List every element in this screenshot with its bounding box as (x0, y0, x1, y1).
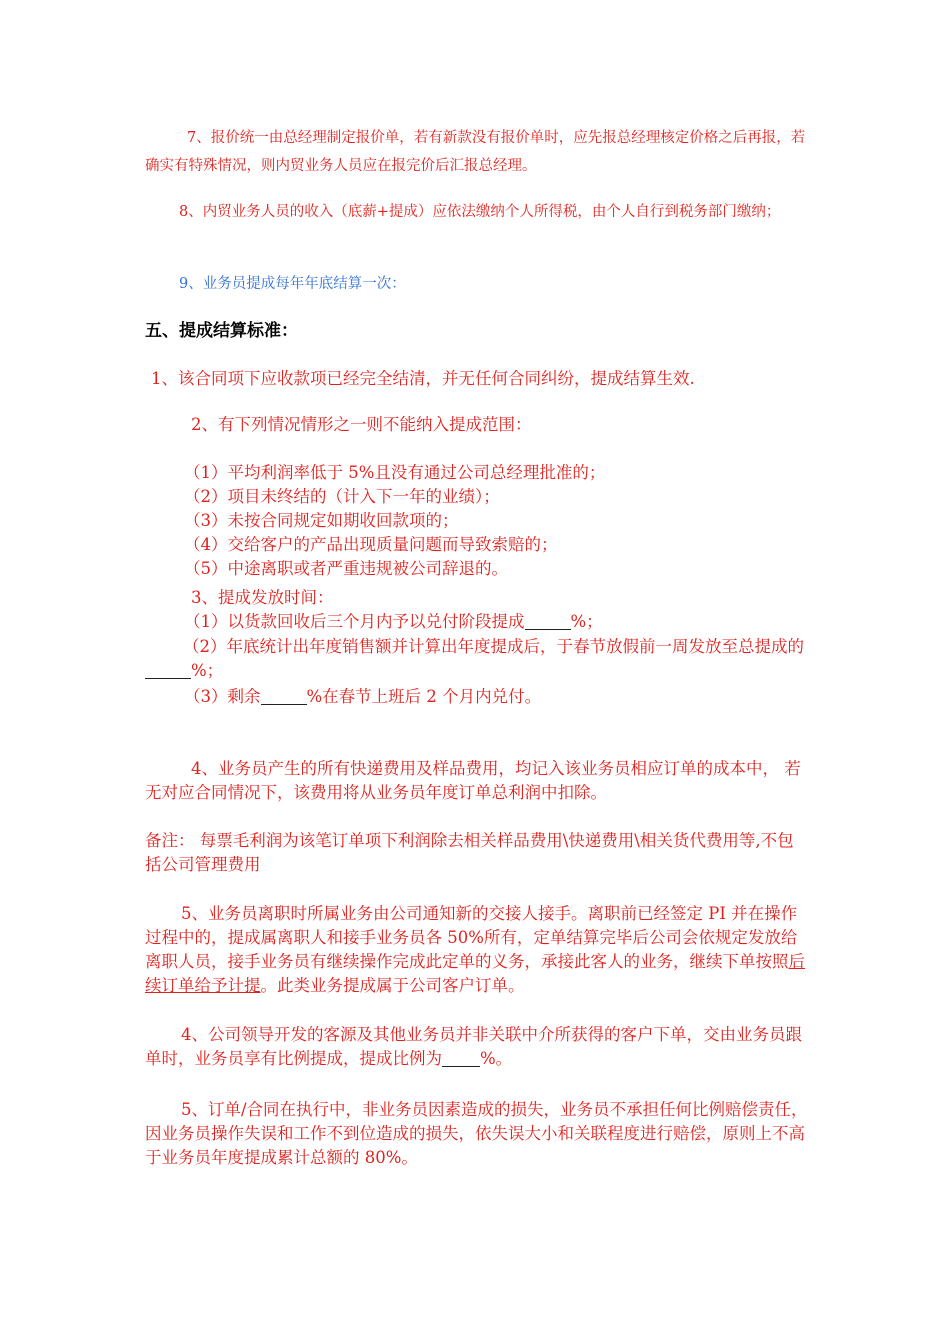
exclusion-item: （3）未按合同规定如期收回款项的； (184, 511, 459, 530)
payout-1: （1）以货款回收后三个月内予以兑付阶段提成 %； (184, 612, 603, 631)
exclusion-item: （4）交给客户的产品出现质量问题而导致索赔的； (184, 535, 558, 554)
blank-field[interactable] (145, 660, 191, 679)
payout-2: （2）年底统计出年度销售额并计算出年度提成后，于春节放假前一周发放至总提成的%； (145, 635, 810, 683)
blank-field[interactable] (525, 611, 571, 630)
rule-3: 3、提成发放时间： (191, 588, 334, 607)
rule-5a: 5、业务员离职时所属业务由公司通知新的交接人接手。离职前已经签定 PI 并在操作过程中的，提成属离职人和接手业务员各 50%所有，定单结算完毕后公司会依规定发放给离职人员，接手业务员有继续操作完成此定单的义务，承接此客人的业务，继续下单按照后续订单给予计提。此类业务提成属于公司客户订单。 (145, 904, 805, 995)
rule-5b: 5、订单/合同在执行中，非业务员因素造成的损失，业务员不承担任何比例赔偿责任，因业务员操作失误和工作不到位造成的损失，依失误大小和关联程度进行赔偿，原则上不高于业务员年度提成累计总额的 80%。 (145, 1100, 808, 1167)
item-7: 7、报价统一由总经理制定报价单，若有新款没有报价单时，应先报总经理核定价格之后再报，若确实有特殊情况，则内贸业务人员应在报完价后汇报总经理。 (145, 130, 806, 174)
rule-4b: 4、公司领导开发的客源及其他业务员并非关联中介所获得的客户下单，交由业务员跟单时，业务员享有比例提成，提成比例为 %。 (145, 1025, 802, 1068)
rule-4: 4、业务员产生的所有快递费用及样品费用，均记入该业务员相应订单的成本中， 若无对应合同情况下，该费用将从业务员年度订单总利润中扣除。 (145, 759, 801, 802)
exclusion-item: （5）中途离职或者严重违规被公司辞退的。 (184, 559, 508, 578)
rule-2: 2、有下列情况情形之一则不能纳入提成范围： (191, 415, 532, 434)
blank-field[interactable] (442, 1048, 480, 1067)
rule-1: 1、该合同项下应收款项已经完全结清，并无任何合同纠纷，提成结算生效. (151, 369, 695, 388)
item-8: 8、内贸业务人员的收入（底薪+提成）应依法缴纳个人所得税，由个人自行到税务部门缴纳； (179, 204, 781, 220)
note: 备注： 每票毛利润为该笔订单项下利润除去相关样品费用\快递费用\相关货代费用等,不包括公司管理费用 (145, 831, 794, 874)
section-heading: 五、提成结算标准： (145, 321, 298, 341)
exclusion-item: （2）项目未终结的（计入下一年的业绩）； (184, 487, 500, 506)
item-9: 9、业务员提成每年年底结算一次： (179, 276, 406, 292)
blank-field[interactable] (261, 686, 307, 705)
exclusion-item: （1）平均利润率低于 5%且没有通过公司总经理批准的； (184, 463, 606, 482)
payout-3: （3）剩余 %在春节上班后 2 个月内兑付。 (184, 687, 542, 706)
exclusion-list (184, 461, 849, 581)
